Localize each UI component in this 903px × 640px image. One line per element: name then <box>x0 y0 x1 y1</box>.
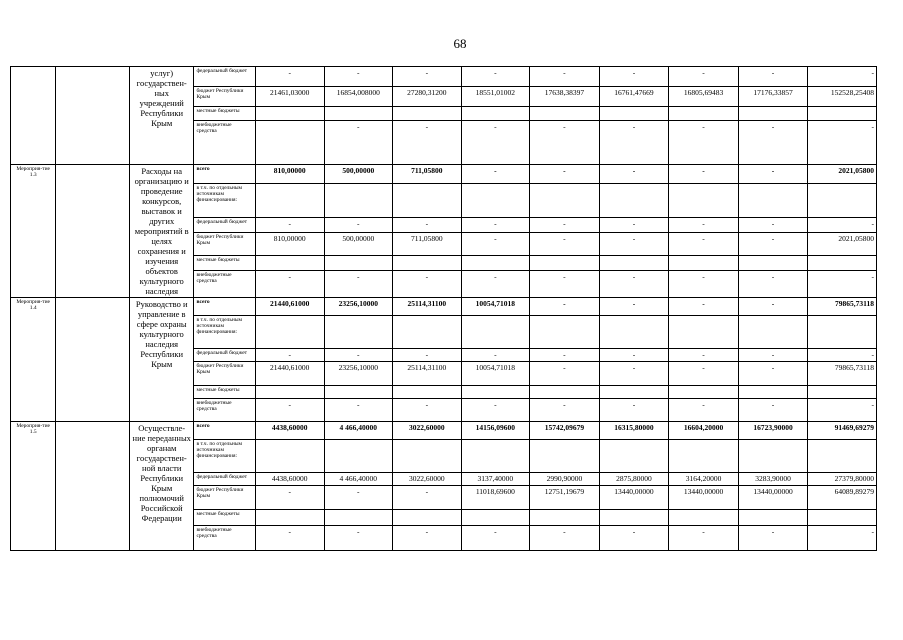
year-value-6 <box>599 107 669 121</box>
funding-source: всего <box>194 422 255 440</box>
year-value-5 <box>530 440 600 473</box>
total-value: - <box>808 271 877 298</box>
total-value: 2021,05800 <box>808 165 877 184</box>
year-value-8: - <box>738 349 808 362</box>
funding-source: бюджет Республики Крым <box>194 87 255 107</box>
measure-code: Мероприя-тие 1.5 <box>11 422 56 551</box>
funding-source: внебюджетные средства <box>194 526 255 551</box>
year-value-2: - <box>324 271 393 298</box>
total-value: - <box>808 67 877 87</box>
year-value-1 <box>255 256 324 271</box>
year-value-7: - <box>669 298 739 316</box>
funding-source: федеральный бюджет <box>194 473 255 486</box>
total-value: 79865,73118 <box>808 298 877 316</box>
year-value-5: - <box>530 232 600 256</box>
year-value-8: 16723,90000 <box>738 422 808 440</box>
year-value-8 <box>738 107 808 121</box>
year-value-2: 500,00000 <box>324 232 393 256</box>
year-value-8: - <box>738 271 808 298</box>
table-row <box>11 298 877 316</box>
total-value: - <box>808 526 877 551</box>
funding-source: местные бюджеты <box>194 107 255 121</box>
measure-code <box>11 67 56 165</box>
year-value-6: - <box>599 217 669 232</box>
total-value: 2021,05800 <box>808 232 877 256</box>
year-value-4: 3137,40000 <box>461 473 530 486</box>
year-value-5: - <box>530 165 600 184</box>
year-value-4 <box>461 256 530 271</box>
year-value-3 <box>393 440 462 473</box>
total-value: 27379,80000 <box>808 473 877 486</box>
year-value-1: - <box>255 526 324 551</box>
year-value-8: - <box>738 121 808 165</box>
year-value-4: - <box>461 399 530 422</box>
year-value-4: - <box>461 67 530 87</box>
year-value-5: - <box>530 362 600 386</box>
blank-column-cell <box>56 67 130 165</box>
total-value <box>808 256 877 271</box>
year-value-3: - <box>393 526 462 551</box>
year-value-8 <box>738 510 808 526</box>
year-value-2: 4 466,40000 <box>324 422 393 440</box>
year-value-4 <box>461 510 530 526</box>
year-value-6: 13440,00000 <box>599 486 669 510</box>
year-value-1: - <box>255 486 324 510</box>
total-value <box>808 107 877 121</box>
year-value-5: - <box>530 298 600 316</box>
year-value-5: 15742,09679 <box>530 422 600 440</box>
year-value-4: - <box>461 349 530 362</box>
year-value-1 <box>255 184 324 217</box>
year-value-4: - <box>461 271 530 298</box>
year-value-2 <box>324 316 393 349</box>
funding-source: в т.ч. по отдельным источникам финансирования: <box>194 184 255 217</box>
year-value-8: - <box>738 67 808 87</box>
measure-name: Расходы на организацию и проведение конкурсов, выставок и других мероприятий в целях сохранения и изучения объектов культурного наследия <box>129 165 194 298</box>
funding-source: внебюджетные средства <box>194 121 255 165</box>
year-value-7: - <box>669 526 739 551</box>
total-value <box>808 386 877 399</box>
year-value-3 <box>393 510 462 526</box>
year-value-8: 17176,33857 <box>738 87 808 107</box>
year-value-2: 16854,008000 <box>324 87 393 107</box>
funding-source: всего <box>194 298 255 316</box>
year-value-3 <box>393 184 462 217</box>
year-value-1: 4438,60000 <box>255 473 324 486</box>
year-value-7: 13440,00000 <box>669 486 739 510</box>
total-value: 79865,73118 <box>808 362 877 386</box>
total-value: 64089,89279 <box>808 486 877 510</box>
total-value: 91469,69279 <box>808 422 877 440</box>
year-value-2: - <box>324 399 393 422</box>
year-value-6: - <box>599 362 669 386</box>
page-number: 68 <box>453 36 467 51</box>
year-value-3 <box>393 256 462 271</box>
year-value-1: - <box>255 349 324 362</box>
year-value-6 <box>599 440 669 473</box>
measure-name: Руководство и управление в сфере охраны культурного наследия Республики Крым <box>129 298 194 422</box>
year-value-4 <box>461 386 530 399</box>
year-value-7: - <box>669 217 739 232</box>
total-value <box>808 316 877 349</box>
year-value-1 <box>255 386 324 399</box>
year-value-2: 23256,10000 <box>324 362 393 386</box>
year-value-6: - <box>599 271 669 298</box>
year-value-1 <box>255 510 324 526</box>
year-value-4: 10054,71018 <box>461 298 530 316</box>
year-value-3: - <box>393 217 462 232</box>
year-value-1 <box>255 107 324 121</box>
year-value-5: - <box>530 121 600 165</box>
year-value-7: 16604,20000 <box>669 422 739 440</box>
year-value-5 <box>530 316 600 349</box>
funding-source: в т.ч. по отдельным источникам финансирования: <box>194 316 255 349</box>
year-value-1: - <box>255 271 324 298</box>
funding-source: бюджет Республики Крым <box>194 486 255 510</box>
year-value-2 <box>324 107 393 121</box>
year-value-3: - <box>393 67 462 87</box>
year-value-4: - <box>461 217 530 232</box>
year-value-5 <box>530 386 600 399</box>
year-value-8: - <box>738 217 808 232</box>
year-value-1: 4438,60000 <box>255 422 324 440</box>
measure-code: Мероприя-тие 1.4 <box>11 298 56 422</box>
funding-source: местные бюджеты <box>194 386 255 399</box>
year-value-6 <box>599 256 669 271</box>
year-value-6: - <box>599 165 669 184</box>
year-value-4 <box>461 316 530 349</box>
year-value-7: - <box>669 121 739 165</box>
year-value-6: - <box>599 349 669 362</box>
funding-source: федеральный бюджет <box>194 67 255 87</box>
year-value-6: - <box>599 121 669 165</box>
year-value-5 <box>530 256 600 271</box>
year-value-5: - <box>530 271 600 298</box>
funding-source: федеральный бюджет <box>194 217 255 232</box>
funding-source: внебюджетные средства <box>194 399 255 422</box>
year-value-5 <box>530 510 600 526</box>
funding-source: местные бюджеты <box>194 256 255 271</box>
measure-name: услуг) государствен-ных учреждений Республики Крым <box>129 67 194 165</box>
year-value-5 <box>530 107 600 121</box>
year-value-6: - <box>599 232 669 256</box>
year-value-8: - <box>738 165 808 184</box>
table-row <box>11 422 877 440</box>
year-value-7 <box>669 256 739 271</box>
year-value-1 <box>255 121 324 165</box>
total-value: - <box>808 121 877 165</box>
year-value-3: 711,05800 <box>393 232 462 256</box>
year-value-7 <box>669 386 739 399</box>
year-value-7: - <box>669 399 739 422</box>
blank-column-cell <box>56 165 130 298</box>
year-value-1: - <box>255 399 324 422</box>
year-value-4: 11018,69600 <box>461 486 530 510</box>
year-value-4: 10054,71018 <box>461 362 530 386</box>
year-value-5: 17638,38397 <box>530 87 600 107</box>
year-value-7 <box>669 107 739 121</box>
funding-source: в т.ч. по отдельным источникам финансирования: <box>194 440 255 473</box>
year-value-8: 13440,00000 <box>738 486 808 510</box>
year-value-5: 12751,19679 <box>530 486 600 510</box>
year-value-4 <box>461 440 530 473</box>
year-value-7: 16805,69483 <box>669 87 739 107</box>
year-value-3 <box>393 107 462 121</box>
year-value-3: 3022,60000 <box>393 422 462 440</box>
blank-column-cell <box>56 422 130 551</box>
year-value-3 <box>393 386 462 399</box>
total-value: - <box>808 349 877 362</box>
year-value-7: - <box>669 271 739 298</box>
year-value-3: - <box>393 121 462 165</box>
year-value-2: - <box>324 67 393 87</box>
year-value-6: - <box>599 67 669 87</box>
year-value-7 <box>669 440 739 473</box>
year-value-7 <box>669 184 739 217</box>
year-value-8: - <box>738 232 808 256</box>
year-value-5: - <box>530 349 600 362</box>
year-value-6: 16315,80000 <box>599 422 669 440</box>
year-value-4 <box>461 184 530 217</box>
year-value-3: - <box>393 486 462 510</box>
year-value-7: - <box>669 349 739 362</box>
year-value-3: 25114,31100 <box>393 362 462 386</box>
total-value <box>808 440 877 473</box>
year-value-2 <box>324 256 393 271</box>
funding-source: федеральный бюджет <box>194 349 255 362</box>
year-value-5: - <box>530 526 600 551</box>
year-value-2: 500,00000 <box>324 165 393 184</box>
year-value-7 <box>669 316 739 349</box>
year-value-7: - <box>669 362 739 386</box>
total-value: 152528,25408 <box>808 87 877 107</box>
year-value-5: - <box>530 67 600 87</box>
year-value-5: - <box>530 217 600 232</box>
year-value-4: - <box>461 165 530 184</box>
year-value-3: - <box>393 349 462 362</box>
year-value-8: - <box>738 362 808 386</box>
year-value-2: 23256,10000 <box>324 298 393 316</box>
year-value-2 <box>324 386 393 399</box>
funding-source: внебюджетные средства <box>194 271 255 298</box>
year-value-3: 3022,60000 <box>393 473 462 486</box>
year-value-6 <box>599 316 669 349</box>
year-value-5 <box>530 184 600 217</box>
year-value-8: - <box>738 298 808 316</box>
year-value-7 <box>669 510 739 526</box>
measure-code: Мероприя-тие 1.3 <box>11 165 56 298</box>
year-value-8: - <box>738 399 808 422</box>
year-value-1: 810,00000 <box>255 232 324 256</box>
year-value-6 <box>599 510 669 526</box>
year-value-2: - <box>324 526 393 551</box>
year-value-4: - <box>461 121 530 165</box>
year-value-8 <box>738 184 808 217</box>
year-value-2: - <box>324 349 393 362</box>
year-value-3: 25114,31100 <box>393 298 462 316</box>
total-value <box>808 510 877 526</box>
total-value <box>808 184 877 217</box>
total-value: - <box>808 399 877 422</box>
year-value-1 <box>255 316 324 349</box>
year-value-3 <box>393 316 462 349</box>
year-value-2 <box>324 510 393 526</box>
year-value-2 <box>324 184 393 217</box>
year-value-6 <box>599 386 669 399</box>
year-value-3: - <box>393 271 462 298</box>
year-value-7: - <box>669 232 739 256</box>
year-value-2: - <box>324 486 393 510</box>
year-value-1: - <box>255 217 324 232</box>
year-value-4: - <box>461 526 530 551</box>
year-value-4: - <box>461 232 530 256</box>
year-value-1 <box>255 440 324 473</box>
year-value-8: 3283,90000 <box>738 473 808 486</box>
measure-name: Осуществле-ние переданных органам государствен-ной власти Республики Крым полномочий Российской Федерации <box>129 422 194 551</box>
year-value-1: - <box>255 67 324 87</box>
table-row <box>11 165 877 184</box>
year-value-1: 810,00000 <box>255 165 324 184</box>
year-value-2: - <box>324 121 393 165</box>
budget-table <box>10 66 877 551</box>
total-value: - <box>808 217 877 232</box>
year-value-6: 16761,47669 <box>599 87 669 107</box>
table-row <box>11 67 877 87</box>
funding-source: бюджет Республики Крым <box>194 232 255 256</box>
year-value-1: 21440,61000 <box>255 362 324 386</box>
year-value-8: - <box>738 526 808 551</box>
year-value-4: 18551,01002 <box>461 87 530 107</box>
year-value-2: - <box>324 217 393 232</box>
year-value-7: 3164,20000 <box>669 473 739 486</box>
year-value-4: 14156,09600 <box>461 422 530 440</box>
year-value-6: 2875,80000 <box>599 473 669 486</box>
year-value-5: 2990,90000 <box>530 473 600 486</box>
funding-source: всего <box>194 165 255 184</box>
funding-source: бюджет Республики Крым <box>194 362 255 386</box>
year-value-6 <box>599 184 669 217</box>
year-value-4 <box>461 107 530 121</box>
blank-column-cell <box>56 298 130 422</box>
year-value-1: 21461,03000 <box>255 87 324 107</box>
year-value-8 <box>738 386 808 399</box>
year-value-3: - <box>393 399 462 422</box>
year-value-2: 4 466,40000 <box>324 473 393 486</box>
year-value-6: - <box>599 526 669 551</box>
year-value-6: - <box>599 399 669 422</box>
year-value-3: 711,05800 <box>393 165 462 184</box>
year-value-7: - <box>669 67 739 87</box>
year-value-2 <box>324 440 393 473</box>
year-value-8 <box>738 256 808 271</box>
year-value-5: - <box>530 399 600 422</box>
year-value-8 <box>738 316 808 349</box>
year-value-8 <box>738 440 808 473</box>
year-value-6: - <box>599 298 669 316</box>
funding-source: местные бюджеты <box>194 510 255 526</box>
year-value-7: - <box>669 165 739 184</box>
year-value-1: 21440,61000 <box>255 298 324 316</box>
year-value-3: 27280,31200 <box>393 87 462 107</box>
